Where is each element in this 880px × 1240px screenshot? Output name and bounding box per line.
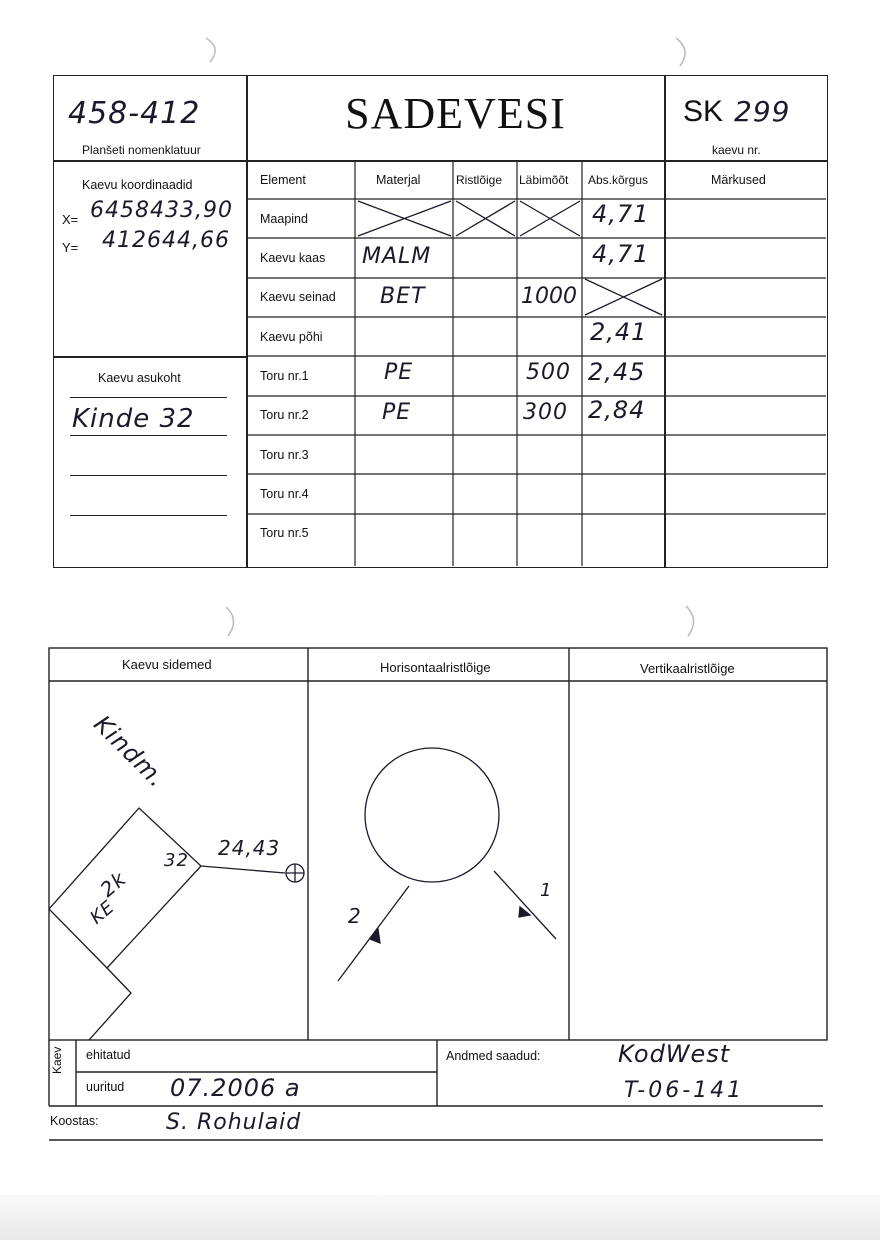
scan-edge-shading	[0, 1195, 880, 1240]
row-element: Toru nr.3	[260, 448, 309, 462]
building-floors: 2k	[95, 866, 131, 902]
well-prefix: SK	[683, 95, 724, 128]
cell-elevation: 4,71	[592, 200, 650, 228]
well-label: kaevu nr.	[712, 143, 761, 157]
header-cross-section: Ristlõige	[456, 173, 503, 187]
cell-elevation: 4,71	[592, 240, 650, 268]
tie-measure-line	[201, 866, 285, 873]
cell-diameter: 1000	[521, 284, 577, 309]
cell-elevation: 2,45	[588, 358, 646, 386]
cell-diameter: 500	[526, 360, 571, 385]
y-coordinate: 412644,66	[102, 228, 230, 253]
header-material: Materjal	[376, 173, 421, 187]
data-received-label: Andmed saadud:	[446, 1049, 541, 1063]
tie-distance: 24,43	[218, 836, 281, 860]
horizontal-section-sketch	[308, 681, 569, 1040]
compiled-label: Koostas:	[50, 1114, 99, 1128]
pipe-1-label: 1	[540, 880, 553, 901]
row-element: Kaevu seinad	[260, 290, 336, 304]
horizontal-section-label: Horisontaalristlõige	[380, 660, 491, 675]
cell-material: MALM	[362, 244, 432, 269]
building-extension	[89, 968, 131, 1040]
vertical-section-label: Vertikaalristlõige	[640, 661, 735, 676]
sheet-label: Planšeti nomenklatuur	[82, 143, 201, 157]
cell-elevation: 2,41	[590, 318, 648, 346]
pipe-2-line	[338, 886, 409, 981]
data-source: KodWest	[618, 1040, 731, 1068]
building-number: 32	[164, 850, 189, 871]
header-elevation: Abs.kõrgus	[588, 173, 649, 187]
kaev-label: Kaev	[50, 1046, 64, 1074]
cell-material: BET	[380, 284, 426, 309]
cell-diameter: 300	[523, 400, 568, 425]
building-material: KE	[86, 896, 119, 929]
x-prefix: X=	[62, 212, 79, 227]
location-label: Kaevu asukoht	[98, 371, 181, 385]
header-remarks: Märkused	[711, 173, 766, 187]
surveyed-label: uuritud	[86, 1080, 125, 1094]
compiled-by: S. Rohulaid	[166, 1110, 302, 1135]
sheet-number: 458-412	[68, 96, 201, 131]
cell-material: PE	[382, 400, 412, 425]
header-diameter: Läbimõõt	[519, 173, 569, 187]
row-element: Toru nr.4	[260, 487, 309, 501]
location-value: Kinde 32	[72, 404, 195, 434]
row-element: Kaevu kaas	[260, 251, 326, 265]
pipe-2-label: 2	[348, 904, 362, 928]
x-coordinate: 6458433,90	[90, 198, 233, 223]
well-circle	[365, 748, 499, 882]
built-label: ehitatud	[86, 1048, 131, 1062]
ties-label: Kaevu sidemed	[122, 657, 212, 672]
surveyed-value: 07.2006 a	[170, 1074, 301, 1102]
document-number: T-06-141	[624, 1078, 745, 1103]
row-element: Toru nr.1	[260, 369, 309, 383]
coordinates-label: Kaevu koordinaadid	[82, 178, 193, 192]
header-element: Element	[260, 173, 306, 187]
row-element: Kaevu põhi	[260, 330, 323, 344]
page-title: SADEVESI	[345, 89, 566, 138]
street-name: Kindm.	[88, 710, 172, 794]
cell-material: PE	[384, 360, 414, 385]
row-element: Maapind	[260, 212, 308, 226]
row-element: Toru nr.2	[260, 408, 309, 422]
row-element: Toru nr.5	[260, 526, 309, 540]
y-prefix: Y=	[62, 240, 79, 255]
cell-elevation: 2,84	[588, 396, 646, 424]
well-number: 299	[734, 95, 791, 128]
